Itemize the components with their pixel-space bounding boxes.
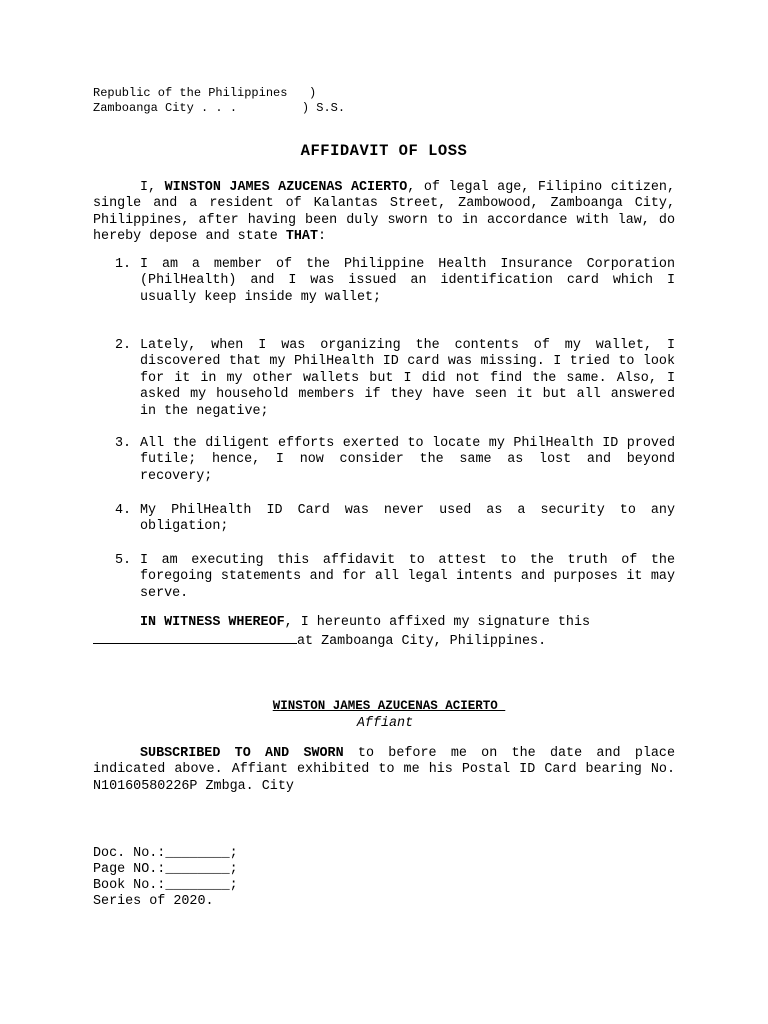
date-blank-line [93, 631, 297, 644]
item-text: My PhilHealth ID Card was never used as a security to any obligation; [140, 503, 675, 535]
intro-that: THAT [285, 229, 319, 245]
subscribed-lead: SUBSCRIBED TO AND SWORN [140, 746, 344, 761]
list-item [93, 338, 675, 420]
witness-paragraph [93, 615, 675, 651]
witness-body: , I hereunto affixed my signature this [284, 615, 591, 630]
statement-list [93, 338, 675, 420]
list-item [93, 503, 675, 536]
list-item [93, 257, 675, 306]
item-number: 4. [115, 503, 132, 518]
notarial-block [93, 846, 238, 910]
intro-paragraph [93, 180, 675, 246]
item-text: I am executing this affidavit to attest to the truth of the foregoing statements and for all legal intents and purposes it may serve. [140, 553, 675, 601]
book-number: Book No.:________; [93, 878, 238, 893]
doc-number: Doc. No.:________; [93, 846, 238, 861]
statement-list [93, 257, 675, 306]
item-text: All the diligent efforts exerted to locate my PhilHealth ID proved futile; hence, I now consider the same as lost and beyond recovery; [140, 436, 675, 484]
venue-block [93, 86, 345, 116]
intro-colon: : [318, 229, 327, 245]
venue-line-republic: Republic of the Philippines ) [93, 86, 317, 100]
intro-prefix: I, [140, 180, 165, 195]
item-text: Lately, when I was organizing the contents of my wallet, I discovered that my PhilHealth ID card was missing. I tried to look for it in my other wallets but I did not find the same. Also, I asked my household members if they have seen it but all answered in the negative; [140, 338, 675, 419]
affiant-name-intro: WINSTON JAMES AZUCENAS ACIERTO [164, 180, 408, 195]
item-number: 2. [115, 338, 132, 353]
item-number: 5. [115, 553, 132, 568]
item-text: I am a member of the Philippine Health Insurance Corporation (PhilHealth) and I was issued an identification card which I usually keep inside my wallet; [140, 257, 675, 305]
statement-list [93, 503, 675, 536]
subscribed-body: to before me on the date and place indicated above. Affiant exhibited to me his Postal ID Card bearing No. N10160580226P Zmbga. City [93, 746, 675, 794]
witness-place: at Zamboanga City, Philippines. [297, 634, 547, 650]
affiant-label: Affiant [356, 716, 414, 731]
intro-body: , of legal age, Filipino citizen, single and a resident of Kalantas Street, Zambowood, Zamboanga City, Philippines, after having been duly sworn to in accordance with law, do hereby depose and state [93, 180, 675, 245]
item-number: 3. [115, 436, 132, 451]
affiant-signature-name: WINSTON JAMES AZUCENAS ACIERTO [272, 699, 506, 713]
document-title: AFFIDAVIT OF LOSS [300, 142, 468, 160]
series-year: Series of 2020. [93, 894, 214, 909]
statement-list [93, 436, 675, 485]
list-item [93, 553, 675, 602]
witness-lead: IN WITNESS WHEREOF [140, 615, 285, 630]
list-item [93, 436, 675, 485]
venue-line-city: Zamboanga City . . . ) S.S. [93, 101, 346, 115]
statement-list [93, 553, 675, 602]
subscribed-paragraph [93, 746, 675, 795]
item-number: 1. [115, 257, 132, 272]
page-number: Page NO.:________; [93, 862, 238, 877]
